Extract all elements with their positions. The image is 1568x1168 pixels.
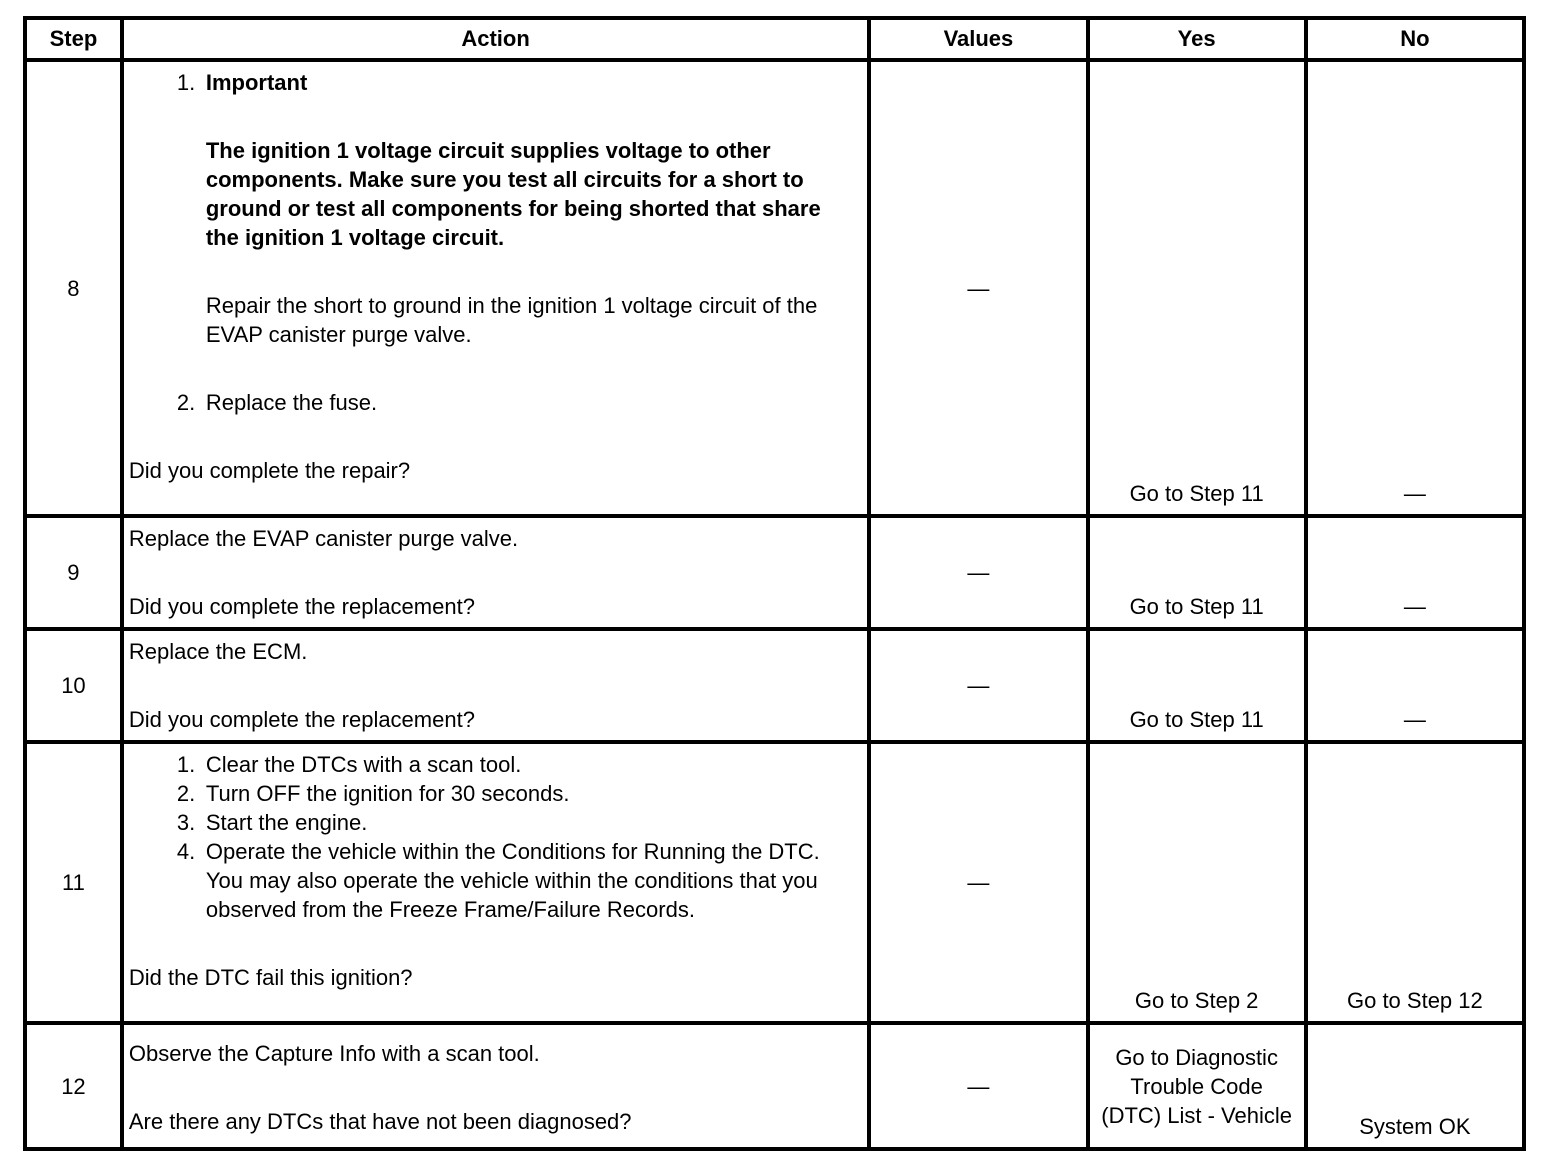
list-text: Turn OFF the ignition for 30 seconds. (205, 781, 570, 806)
yes-cell: Go to Diagnostic Trouble Code (DTC) List - Vehicle (1088, 1023, 1306, 1149)
values-cell: — (869, 629, 1087, 742)
list-number: 2. (176, 781, 196, 806)
yes-cell: Go to Step 11 (1088, 60, 1306, 516)
list-text: Start the engine. (205, 810, 368, 835)
action-text: Replace the EVAP canister purge valve. (128, 526, 519, 551)
repair-text: Repair the short to ground in the ignition 1 voltage circuit of the EVAP canister purge valve. (205, 293, 818, 347)
action-text: Replace the ECM. (128, 639, 308, 664)
values-cell: — (869, 516, 1087, 629)
table-row (25, 516, 1524, 629)
list-text: Operate the vehicle within the Conditions for Running the DTC. You may also operate the vehicle within the conditions that you observed from the Freeze Frame/Failure Records. (205, 839, 820, 922)
diagnostic-table (23, 16, 1526, 1151)
question-text: Did you complete the replacement? (128, 707, 475, 732)
values-cell: — (869, 60, 1087, 516)
list-item (129, 68, 861, 97)
table-row (25, 629, 1524, 742)
important-text: The ignition 1 voltage circuit supplies voltage to other components. Make sure you test all circuits for a short to ground or test all components for being shorted that share the ignition 1 voltage circuit. (205, 138, 821, 250)
no-cell: System OK (1306, 1023, 1524, 1149)
header-row (25, 18, 1524, 60)
step-number: 9 (25, 516, 122, 629)
list-item (129, 750, 861, 779)
no-cell: — (1306, 629, 1524, 742)
list-text: Replace the fuse. (205, 390, 378, 415)
action-cell (122, 1023, 869, 1149)
yes-cell: Go to Step 11 (1088, 629, 1306, 742)
header-action: Action (122, 18, 869, 60)
question-text: Did the DTC fail this ignition? (128, 965, 413, 990)
question-text: Did you complete the repair? (128, 458, 411, 483)
header-values: Values (869, 18, 1087, 60)
header-no: No (1306, 18, 1524, 60)
table-row (25, 742, 1524, 1023)
yes-cell: Go to Step 2 (1088, 742, 1306, 1023)
values-cell: — (869, 742, 1087, 1023)
list-number: 1. (176, 70, 196, 95)
list-item (129, 808, 861, 837)
step-number: 11 (25, 742, 122, 1023)
header-step: Step (25, 18, 122, 60)
table-row (25, 60, 1524, 516)
action-cell (122, 516, 869, 629)
list-number: 1. (176, 752, 196, 777)
action-cell (122, 742, 869, 1023)
list-item (129, 779, 861, 808)
action-text: Observe the Capture Info with a scan tool. (128, 1041, 540, 1066)
list-item (129, 388, 861, 417)
no-cell: Go to Step 12 (1306, 742, 1524, 1023)
step-number: 8 (25, 60, 122, 516)
yes-cell: Go to Step 11 (1088, 516, 1306, 629)
list-number: 4. (176, 839, 196, 864)
header-yes: Yes (1088, 18, 1306, 60)
list-text: Clear the DTCs with a scan tool. (205, 752, 522, 777)
list-number: 2. (176, 390, 196, 415)
question-text: Did you complete the replacement? (128, 594, 475, 619)
no-cell: — (1306, 60, 1524, 516)
list-number: 3. (176, 810, 196, 835)
values-cell: — (869, 1023, 1087, 1149)
action-cell (122, 629, 869, 742)
step-number: 10 (25, 629, 122, 742)
step-number: 12 (25, 1023, 122, 1149)
important-title: Important (205, 70, 308, 95)
table-row (25, 1023, 1524, 1149)
question-text: Are there any DTCs that have not been diagnosed? (128, 1109, 632, 1134)
no-cell: — (1306, 516, 1524, 629)
action-cell (122, 60, 869, 516)
list-item (129, 837, 861, 924)
